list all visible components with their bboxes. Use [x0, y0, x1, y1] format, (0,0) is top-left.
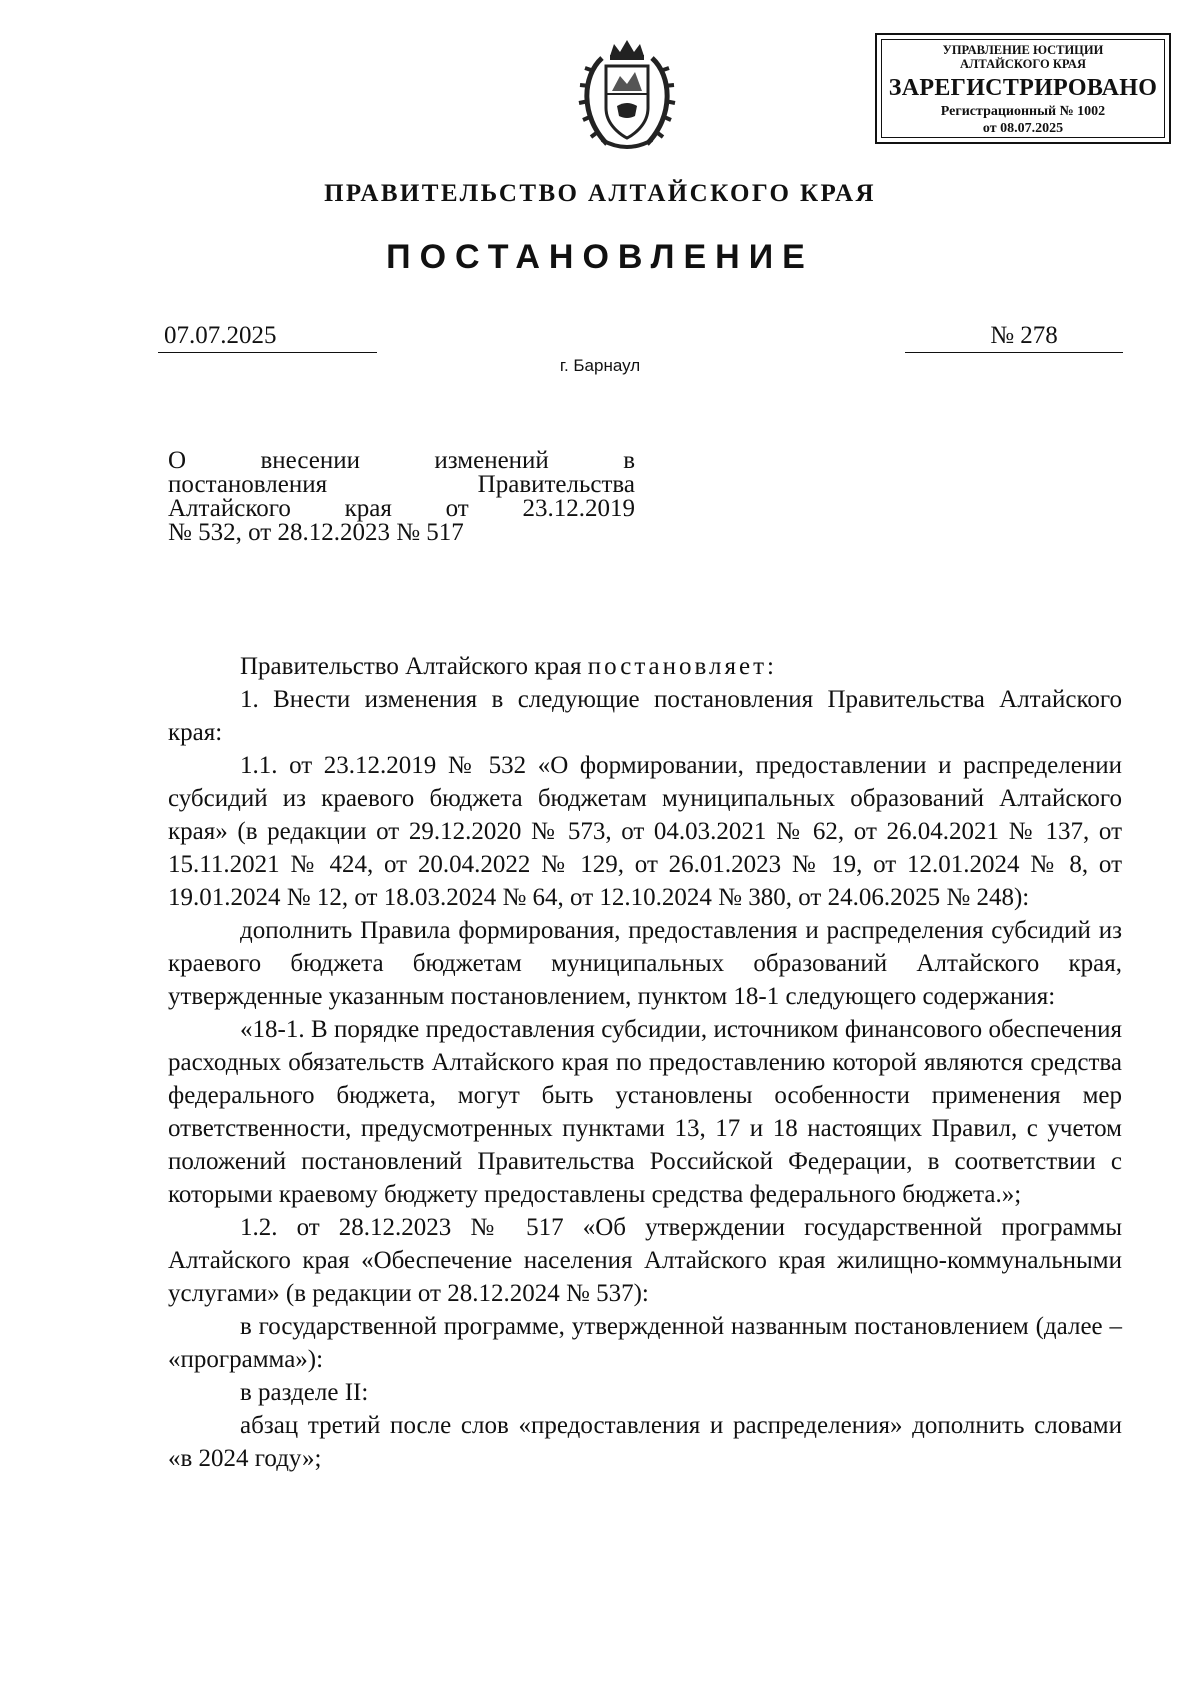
altai-coat-of-arms-icon [572, 36, 682, 156]
intro-text: Правительство Алтайского края [240, 653, 588, 680]
stamp-reg-number: Регистрационный № 1002 [940, 104, 1106, 119]
registration-stamp [875, 33, 1171, 144]
paragraph-quote-18-1: «18-1. В порядке предоставления субсидии, источником финансового обеспечения расходных обязательств Алтайского края по предоставлению которой являются средства федерального бюджета, могут быть установлены особенности применения мер ответственности, предусмотренных пунктами 13, 17 и 18 настоящих Правил, с учетом положений постановлений Правительства Российской Федерации, в соответствии с которыми краевому бюджету предоставлены средства федерального бюджета.»; [168, 1016, 1122, 1208]
paragraph-1-1: 1.1. от 23.12.2019 № 532 «О формировании, предоставлении и распределении субсидий из краевого бюджета бюджетам муниципальных образований Алтайского края» (в редакции от 29.12.2020 № 573, от 04.03.2021 № 62, от 26.04.2021 № 137, от 15.11.2021 № 424, от 20.04.2022 № 129, от 26.01.2023 № 19, от 12.01.2024 № 8, от 19.01.2024 № 12, от 18.03.2024 № 64, от 12.10.2024 № 380, от 24.06.2025 № 248): [168, 752, 1122, 911]
document-body [168, 650, 1122, 1475]
document-city: г. Барнаул [559, 356, 641, 375]
subject-line: № 532, от 28.12.2023 № 517 [168, 519, 464, 546]
paragraph-add-rule: дополнить Правила формирования, предоставления и распределения субсидий из краевого бюджета бюджетам муниципальных образований Алтайского края, утвержденные указанным постановлением, пунктом 18-1 следующего содержания: [168, 917, 1122, 1010]
government-name: ПРАВИТЕЛЬСТВО АЛТАЙСКОГО КРАЯ [324, 180, 876, 207]
intro-verb: постановляет: [587, 653, 777, 680]
paragraph-section-2: в разделе II: [240, 1379, 369, 1406]
subject-line: постановления Правительства [168, 471, 635, 498]
document-date: 07.07.2025 [158, 320, 377, 353]
body-intro [168, 650, 1122, 683]
subject-line: Алтайского края от 23.12.2019 [168, 495, 635, 522]
paragraph-program: в государственной программе, утвержденной названным постановлением (далее – «программа»): [168, 1313, 1122, 1373]
stamp-agency-line1: УПРАВЛЕНИЕ ЮСТИЦИИ [942, 43, 1104, 57]
stamp-reg-date: от 08.07.2025 [982, 121, 1064, 136]
paragraph-1-2: 1.2. от 28.12.2023 № 517 «Об утверждении государственной программы Алтайского края «Обеспечение населения Алтайского края жилищно-коммунальными услугами» (в редакции от 28.12.2024 № 537): [168, 1214, 1122, 1307]
stamp-agency-line2: АЛТАЙСКОГО КРАЯ [960, 56, 1086, 71]
paragraph-1: 1. Внести изменения в следующие постановления Правительства Алтайского края: [168, 686, 1122, 746]
document-subject [168, 449, 635, 545]
paragraph-abzac-3: абзац третий после слов «предоставления и распределения» дополнить словами «в 2024 году»; [168, 1412, 1122, 1472]
subject-line: О внесении изменений в [168, 447, 635, 474]
document-type-title: ПОСТАНОВЛЕНИЕ [386, 238, 814, 276]
document-number: № 278 [905, 320, 1123, 353]
stamp-status: ЗАРЕГИСТРИРОВАНО [888, 75, 1158, 101]
